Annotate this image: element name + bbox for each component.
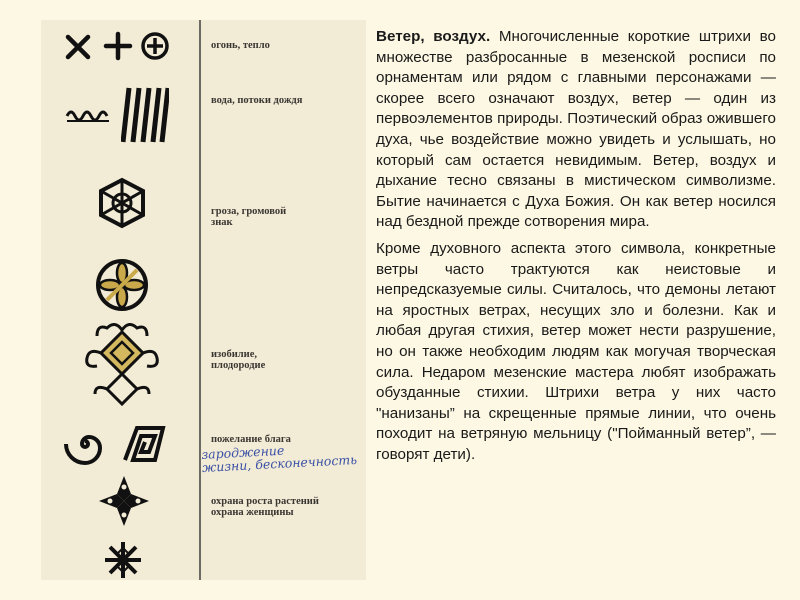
spiral-square-icon xyxy=(121,424,167,464)
paragraph-1 xyxy=(376,27,776,233)
rain-streams-icon xyxy=(121,86,169,144)
handwritten-note: зароджение жизни, бесконечность xyxy=(200,442,358,475)
label-fire: огонь, тепло xyxy=(211,40,270,51)
symbols-scan-image xyxy=(41,20,366,580)
circled-cross-icon xyxy=(139,30,171,62)
paragraph-1-body: Многочисленные короткие штрихи во множестве разбросанные в мезенской росписи по орнаментам или рядом с главными персонажами — скорее всего означают воздух, ветер — один из первоэлементов природы. Поэтический образ ожившего духа, чье воздействие можно увидеть и услышать, но который сам остается невидимым. Ветер, воздух и дыхание тесно связаны в мистическом символизме. Бытие начинается с Духа Божия. Он как ветер носился над бездной прежде сотворения мира. xyxy=(376,28,776,231)
label-water: вода, потоки дождя xyxy=(211,95,303,106)
article-heading: Ветер, воздух. xyxy=(376,28,491,45)
leaf-star-icon xyxy=(97,474,151,528)
label-abundance: изобилие, плодородие xyxy=(211,349,266,371)
rosette-icon xyxy=(95,258,149,312)
label-protection: охрана роста растений охрана женщины xyxy=(211,496,319,518)
thunder-hexagon-icon xyxy=(97,177,147,229)
wavy-line-icon xyxy=(65,104,111,126)
article-text xyxy=(376,27,776,471)
cross-x-icon xyxy=(63,32,93,62)
paragraph-2: Кроме духовного аспекта этого символа, конкретные ветры часто трактуются как неистовые и непредсказуемые силы. Считалось, что демоны летают на яростных ветрах, несущих зло и болезни. Как и любая другая стихия, ветер может нести разрушение, но он также необходим людям как могучая творческая сила. Недаром мезенские мастера любят изображать обузданные стихии. Штрихи ветра у них часто "нанизаны” на скрещенные прямые линии, что очень походит на ветряную мельницу ("Пойманный ветер”, — говорят дети). xyxy=(376,239,776,463)
plus-cross-icon xyxy=(103,31,133,61)
spiral-round-icon xyxy=(63,422,107,466)
abundance-motif-icon xyxy=(83,318,161,406)
label-wish: пожелание блага xyxy=(211,434,291,445)
label-thunder: гроза, громовой знак xyxy=(211,206,287,228)
asterisk-icon xyxy=(103,540,143,580)
column-divider xyxy=(199,20,201,580)
